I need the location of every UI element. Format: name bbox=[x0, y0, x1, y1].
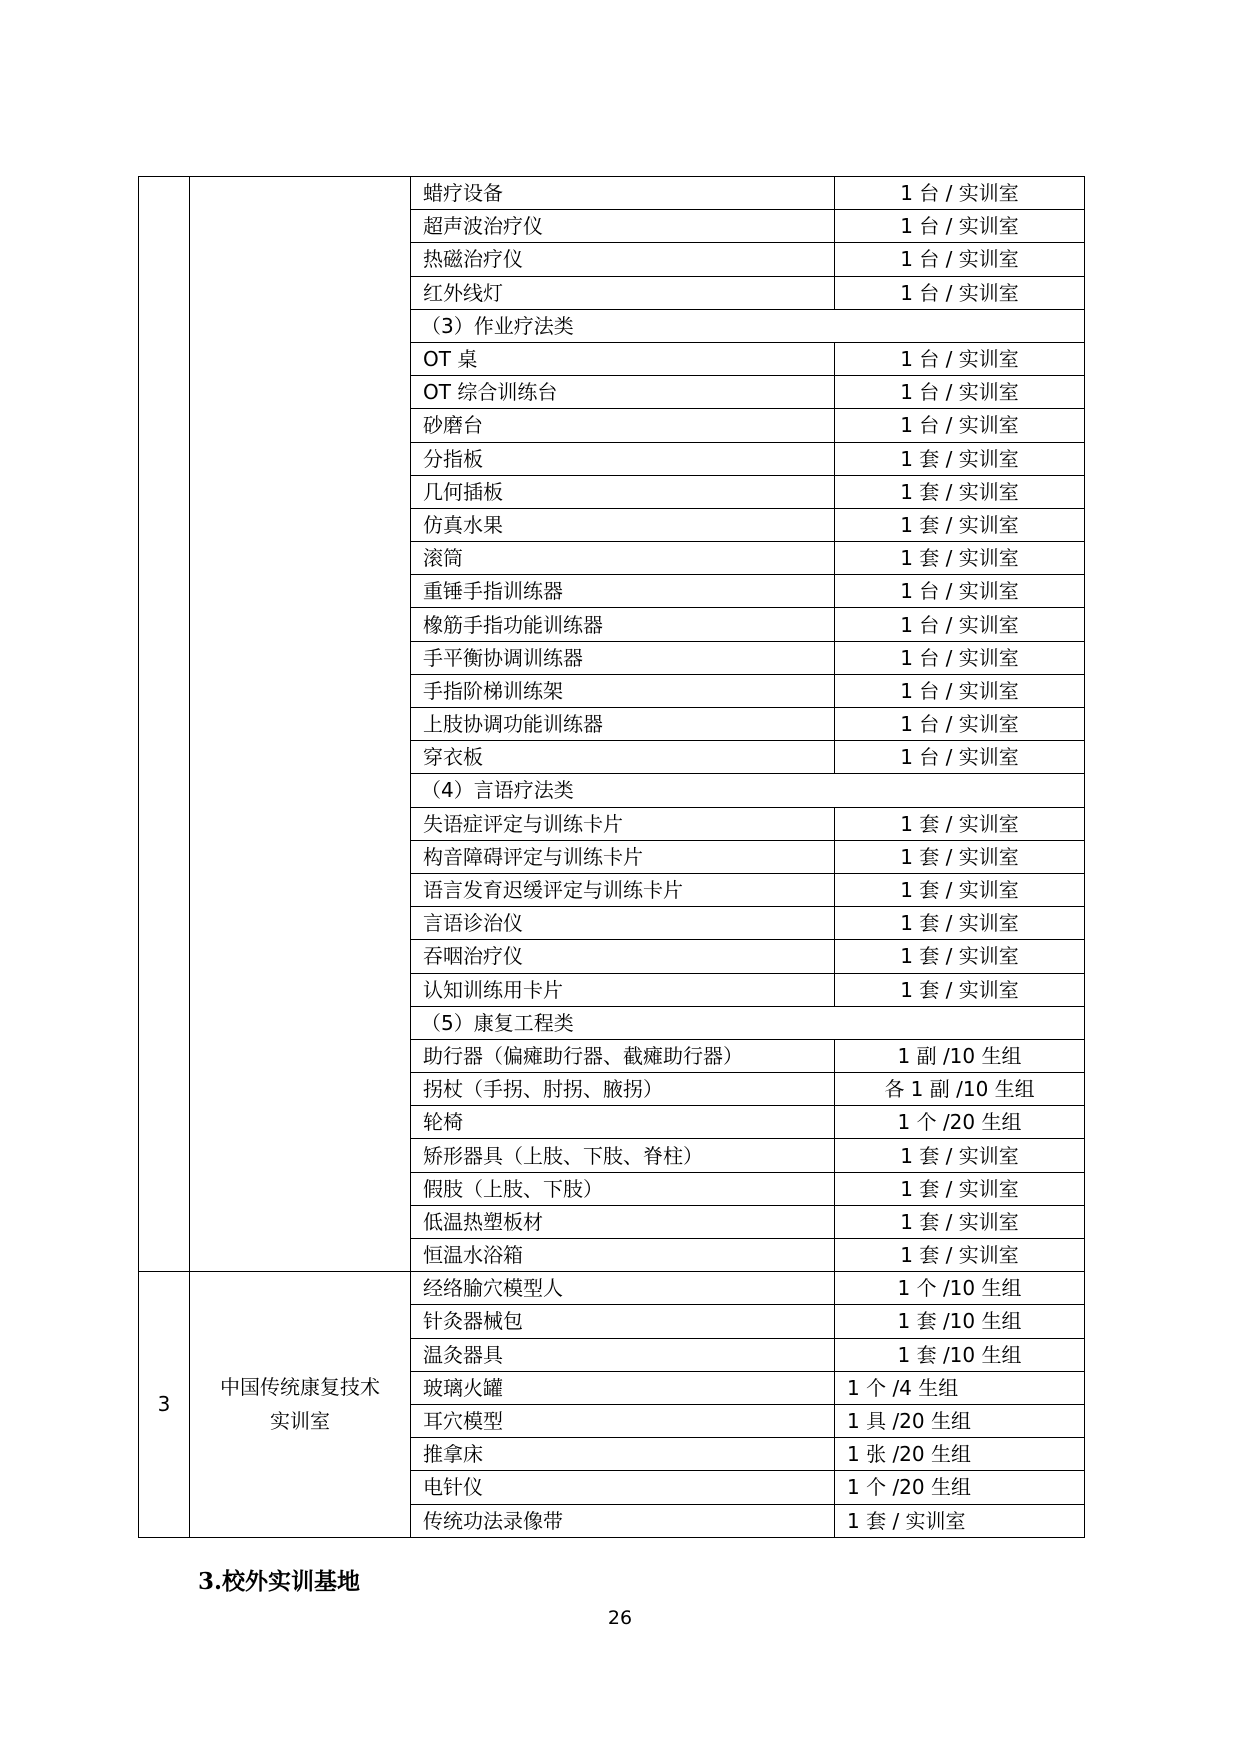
category-heading: （5）康复工程类 bbox=[411, 1006, 1085, 1039]
equipment-name: 吞咽治疗仪 bbox=[411, 940, 835, 973]
equipment-quantity: 1 台 / 实训室 bbox=[835, 674, 1085, 707]
equipment-quantity: 1 个 /20 生组 bbox=[835, 1106, 1085, 1139]
equipment-quantity: 1 套 / 实训室 bbox=[835, 442, 1085, 475]
equipment-quantity: 1 套 / 实训室 bbox=[835, 542, 1085, 575]
equipment-quantity: 1 套 / 实训室 bbox=[835, 807, 1085, 840]
equipment-name: 耳穴模型 bbox=[411, 1404, 835, 1437]
equipment-quantity: 1 张 /20 生组 bbox=[835, 1438, 1085, 1471]
equipment-quantity: 1 套 / 实训室 bbox=[835, 873, 1085, 906]
equipment-quantity: 1 套 / 实训室 bbox=[835, 973, 1085, 1006]
equipment-name: OT 桌 bbox=[411, 342, 835, 375]
category-heading: （3）作业疗法类 bbox=[411, 309, 1085, 342]
equipment-table-body bbox=[139, 177, 1085, 1538]
equipment-name: 超声波治疗仪 bbox=[411, 210, 835, 243]
equipment-quantity: 1 套 / 实训室 bbox=[835, 475, 1085, 508]
equipment-name: 恒温水浴箱 bbox=[411, 1239, 835, 1272]
equipment-name: 低温热塑板材 bbox=[411, 1205, 835, 1238]
section-heading: 3.校外实训基地 bbox=[198, 1568, 361, 1595]
equipment-name: 手平衡协调训练器 bbox=[411, 641, 835, 674]
equipment-name: 几何插板 bbox=[411, 475, 835, 508]
equipment-name: 助行器（偏瘫助行器、截瘫助行器） bbox=[411, 1039, 835, 1072]
equipment-table bbox=[138, 176, 1085, 1538]
equipment-name: OT 综合训练台 bbox=[411, 376, 835, 409]
equipment-name: 橡筋手指功能训练器 bbox=[411, 608, 835, 641]
training-room-cell bbox=[190, 177, 411, 1272]
equipment-name: 语言发育迟缓评定与训练卡片 bbox=[411, 873, 835, 906]
page-number: 26 bbox=[607, 1607, 633, 1629]
equipment-name: 温灸器具 bbox=[411, 1338, 835, 1371]
equipment-quantity: 1 台 / 实训室 bbox=[835, 409, 1085, 442]
equipment-quantity: 1 个 /10 生组 bbox=[835, 1272, 1085, 1305]
equipment-quantity: 1 台 / 实训室 bbox=[835, 608, 1085, 641]
equipment-quantity: 1 台 / 实训室 bbox=[835, 342, 1085, 375]
equipment-name: 构音障碍评定与训练卡片 bbox=[411, 840, 835, 873]
equipment-name: 失语症评定与训练卡片 bbox=[411, 807, 835, 840]
equipment-name: 砂磨台 bbox=[411, 409, 835, 442]
equipment-quantity: 1 套 /10 生组 bbox=[835, 1338, 1085, 1371]
equipment-quantity: 1 套 / 实训室 bbox=[835, 1205, 1085, 1238]
equipment-quantity: 1 具 /20 生组 bbox=[835, 1404, 1085, 1437]
equipment-name: 针灸器械包 bbox=[411, 1305, 835, 1338]
equipment-name: 滚筒 bbox=[411, 542, 835, 575]
equipment-name: 热磁治疗仪 bbox=[411, 243, 835, 276]
equipment-name: 上肢协调功能训练器 bbox=[411, 708, 835, 741]
equipment-quantity: 1 台 / 实训室 bbox=[835, 276, 1085, 309]
equipment-name: 仿真水果 bbox=[411, 508, 835, 541]
equipment-quantity: 1 台 / 实训室 bbox=[835, 177, 1085, 210]
equipment-quantity: 1 副 /10 生组 bbox=[835, 1039, 1085, 1072]
equipment-quantity: 1 台 / 实训室 bbox=[835, 210, 1085, 243]
table-row bbox=[139, 1272, 1085, 1305]
equipment-name: 认知训练用卡片 bbox=[411, 973, 835, 1006]
table-row bbox=[139, 177, 1085, 210]
equipment-quantity: 1 台 / 实训室 bbox=[835, 708, 1085, 741]
equipment-quantity: 1 套 / 实训室 bbox=[835, 1139, 1085, 1172]
equipment-name: 传统功法录像带 bbox=[411, 1504, 835, 1537]
equipment-name: 手指阶梯训练架 bbox=[411, 674, 835, 707]
equipment-quantity: 1 套 / 实训室 bbox=[835, 1172, 1085, 1205]
equipment-name: 重锤手指训练器 bbox=[411, 575, 835, 608]
equipment-quantity: 1 套 / 实训室 bbox=[835, 940, 1085, 973]
equipment-quantity: 1 套 / 实训室 bbox=[835, 907, 1085, 940]
equipment-name: 蜡疗设备 bbox=[411, 177, 835, 210]
equipment-quantity: 1 套 / 实训室 bbox=[835, 1504, 1085, 1537]
training-room-name-suffix: 实训室 bbox=[270, 1409, 330, 1434]
serial-number-cell bbox=[139, 177, 190, 1272]
equipment-name: 推拿床 bbox=[411, 1438, 835, 1471]
equipment-quantity: 1 套 / 实训室 bbox=[835, 1239, 1085, 1272]
equipment-quantity: 1 台 / 实训室 bbox=[835, 575, 1085, 608]
serial-number-cell: 3 bbox=[139, 1272, 190, 1538]
equipment-name: 分指板 bbox=[411, 442, 835, 475]
equipment-quantity: 1 台 / 实训室 bbox=[835, 243, 1085, 276]
equipment-quantity: 1 套 / 实训室 bbox=[835, 508, 1085, 541]
category-heading: （4）言语疗法类 bbox=[411, 774, 1085, 807]
equipment-name: 红外线灯 bbox=[411, 276, 835, 309]
equipment-name: 玻璃火罐 bbox=[411, 1371, 835, 1404]
equipment-quantity: 1 套 /10 生组 bbox=[835, 1305, 1085, 1338]
equipment-name: 电针仪 bbox=[411, 1471, 835, 1504]
equipment-name: 穿衣板 bbox=[411, 741, 835, 774]
equipment-name: 言语诊治仪 bbox=[411, 907, 835, 940]
training-room-name: 中国传统康复技术 bbox=[220, 1375, 380, 1400]
equipment-quantity: 1 套 / 实训室 bbox=[835, 840, 1085, 873]
equipment-quantity: 1 个 /4 生组 bbox=[835, 1371, 1085, 1404]
equipment-name: 经络腧穴模型人 bbox=[411, 1272, 835, 1305]
training-room-cell bbox=[190, 1272, 411, 1538]
equipment-name: 轮椅 bbox=[411, 1106, 835, 1139]
equipment-quantity: 1 台 / 实训室 bbox=[835, 376, 1085, 409]
equipment-quantity: 各 1 副 /10 生组 bbox=[835, 1073, 1085, 1106]
equipment-name: 假肢（上肢、下肢） bbox=[411, 1172, 835, 1205]
equipment-quantity: 1 个 /20 生组 bbox=[835, 1471, 1085, 1504]
equipment-name: 拐杖（手拐、肘拐、腋拐） bbox=[411, 1073, 835, 1106]
equipment-quantity: 1 台 / 实训室 bbox=[835, 641, 1085, 674]
equipment-name: 矫形器具（上肢、下肢、脊柱） bbox=[411, 1139, 835, 1172]
equipment-quantity: 1 台 / 实训室 bbox=[835, 741, 1085, 774]
